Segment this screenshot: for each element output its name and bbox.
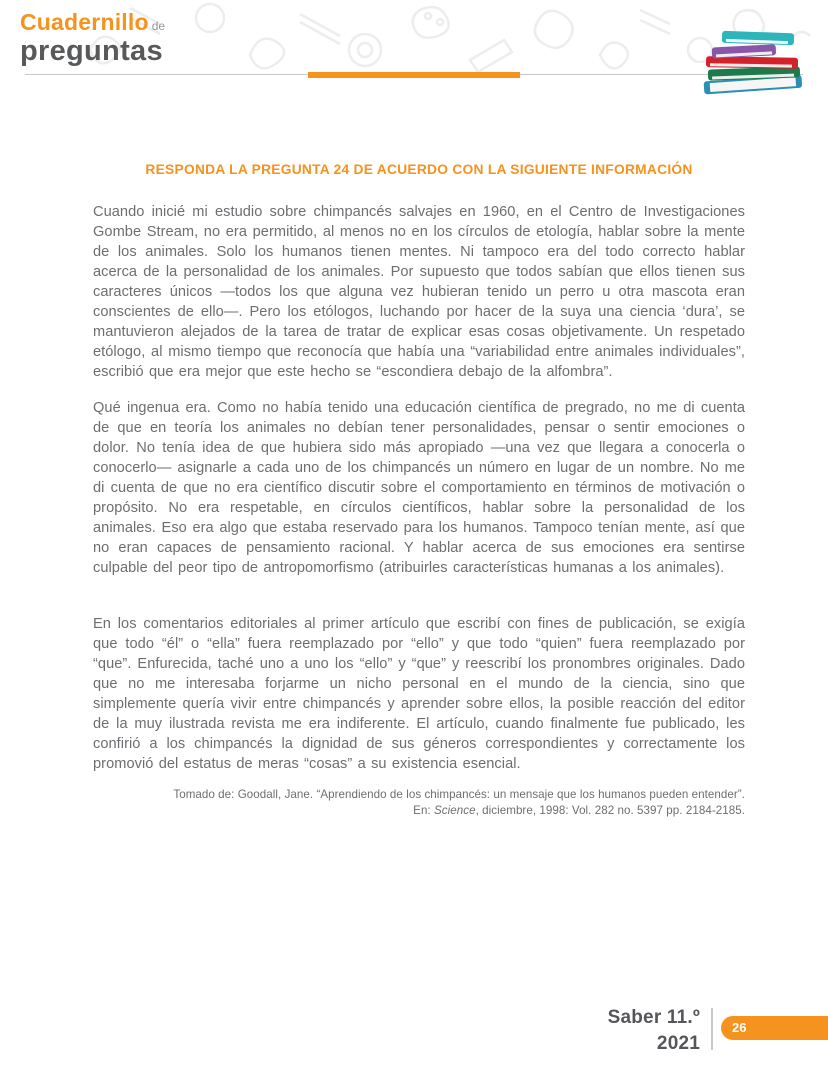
books-stack-icon bbox=[702, 26, 806, 96]
source-citation bbox=[93, 787, 745, 818]
instruction-heading: RESPONDA LA PREGUNTA 24 DE ACUERDO CON LA SIGUIENTE INFORMACIÓN bbox=[145, 162, 693, 177]
citation-journal-name: Science bbox=[433, 803, 476, 817]
citation-line2-prefix: En: bbox=[413, 803, 434, 817]
page-number-badge: 26 bbox=[721, 1016, 828, 1040]
logo-word-de: de bbox=[151, 19, 166, 33]
citation-line2-suffix: , diciembre, 1998: Vol. 282 no. 5397 pp. 2184-2185. bbox=[475, 803, 745, 817]
footer-divider bbox=[711, 1008, 713, 1050]
passage-paragraph-2: Qué ingenua era. Como no había tenido una educación científica de pregrado, no me di cuenta de que en teoría los animales no debían tener personalidades, pensar o sentir emociones o dolor. No tenía idea de que hubiera sido más apropiado —una vez que llegara a conocerla o conocerlo— asignarle a cada uno de los chimpancés un número en lugar de un nombre. No me di cuenta de que no era científico discutir sobre el comportamiento en términos de motivación o propósito. No era respetable, en círculos científicos, hablar sobre la personalidad de los animales. Eso era algo que estaba reservado para los humanos. Tampoco tenían mente, así que no eran capaces de pensamiento racional. Y hablar acerca de sus emociones era sentirse culpable del peor tipo de antropomorfismo (atribuirles características humanas a los animales). bbox=[93, 400, 745, 576]
logo-word-preguntas: preguntas bbox=[20, 35, 163, 67]
exam-label bbox=[608, 1005, 700, 1057]
exam-name: Saber 11.º bbox=[607, 1007, 700, 1028]
header-rule-accent bbox=[308, 72, 520, 78]
exam-year: 2021 bbox=[656, 1033, 700, 1054]
logo-word-cuadernillo: Cuadernillo bbox=[20, 9, 149, 35]
passage-paragraph-3: En los comentarios editoriales al primer artículo que escribí con fines de publicación, se exigía que todo “él” o “ella” fuera reemplazado por “ello” y que todo “quien” fuera reemplazado por “que”. Enfurecida, taché uno a uno los “ello” y “que” y reescribí los pronombres originales. Dado que no me interesaba forjarme un nicho personal en el mundo de la ciencia, sino que simplemente quería vivir entre chimpancés y aprender sobre ellos, la posible reacción del editor de la muy ilustrada revista me era indiferente. El artículo, cuando finalmente fue publicado, les confirió a los chimpancés la dignidad de sus géneros correspondientes y correctamente los promovió del estatus de meras “cosas” a su existencia esencial. bbox=[93, 616, 745, 772]
booklet-logo bbox=[20, 11, 165, 66]
citation-line1: Tomado de: Goodall, Jane. “Aprendiendo de los chimpancés: un mensaje que los humanos pueden entender”. bbox=[173, 788, 745, 801]
passage-paragraph-1: Cuando inicié mi estudio sobre chimpancés salvajes en 1960, en el Centro de Investigaciones Gombe Stream, no era permitido, al menos no en los círculos de etología, hablar sobre la mente de los animales. Solo los humanos tienen mentes. Ni tampoco era del todo correcto hablar acerca de la personalidad de los animales. Por supuesto que todos sabían que ellos tienen sus caracteres únicos —todos los que alguna vez hubieran tenido un perro u otra mascota eran conscientes de ello—. Pero los etólogos, luchando por hacer de la suya una ciencia ‘dura’, se mantuvieron alejados de la tarea de tratar de explicar esas cosas objetivamente. Un respetado etólogo, al mismo tiempo que reconocía que había una “variabilidad entre animales individuales”, escribió que era mejor que este hecho se “escondiera debajo de la alfombra”. bbox=[93, 204, 745, 380]
